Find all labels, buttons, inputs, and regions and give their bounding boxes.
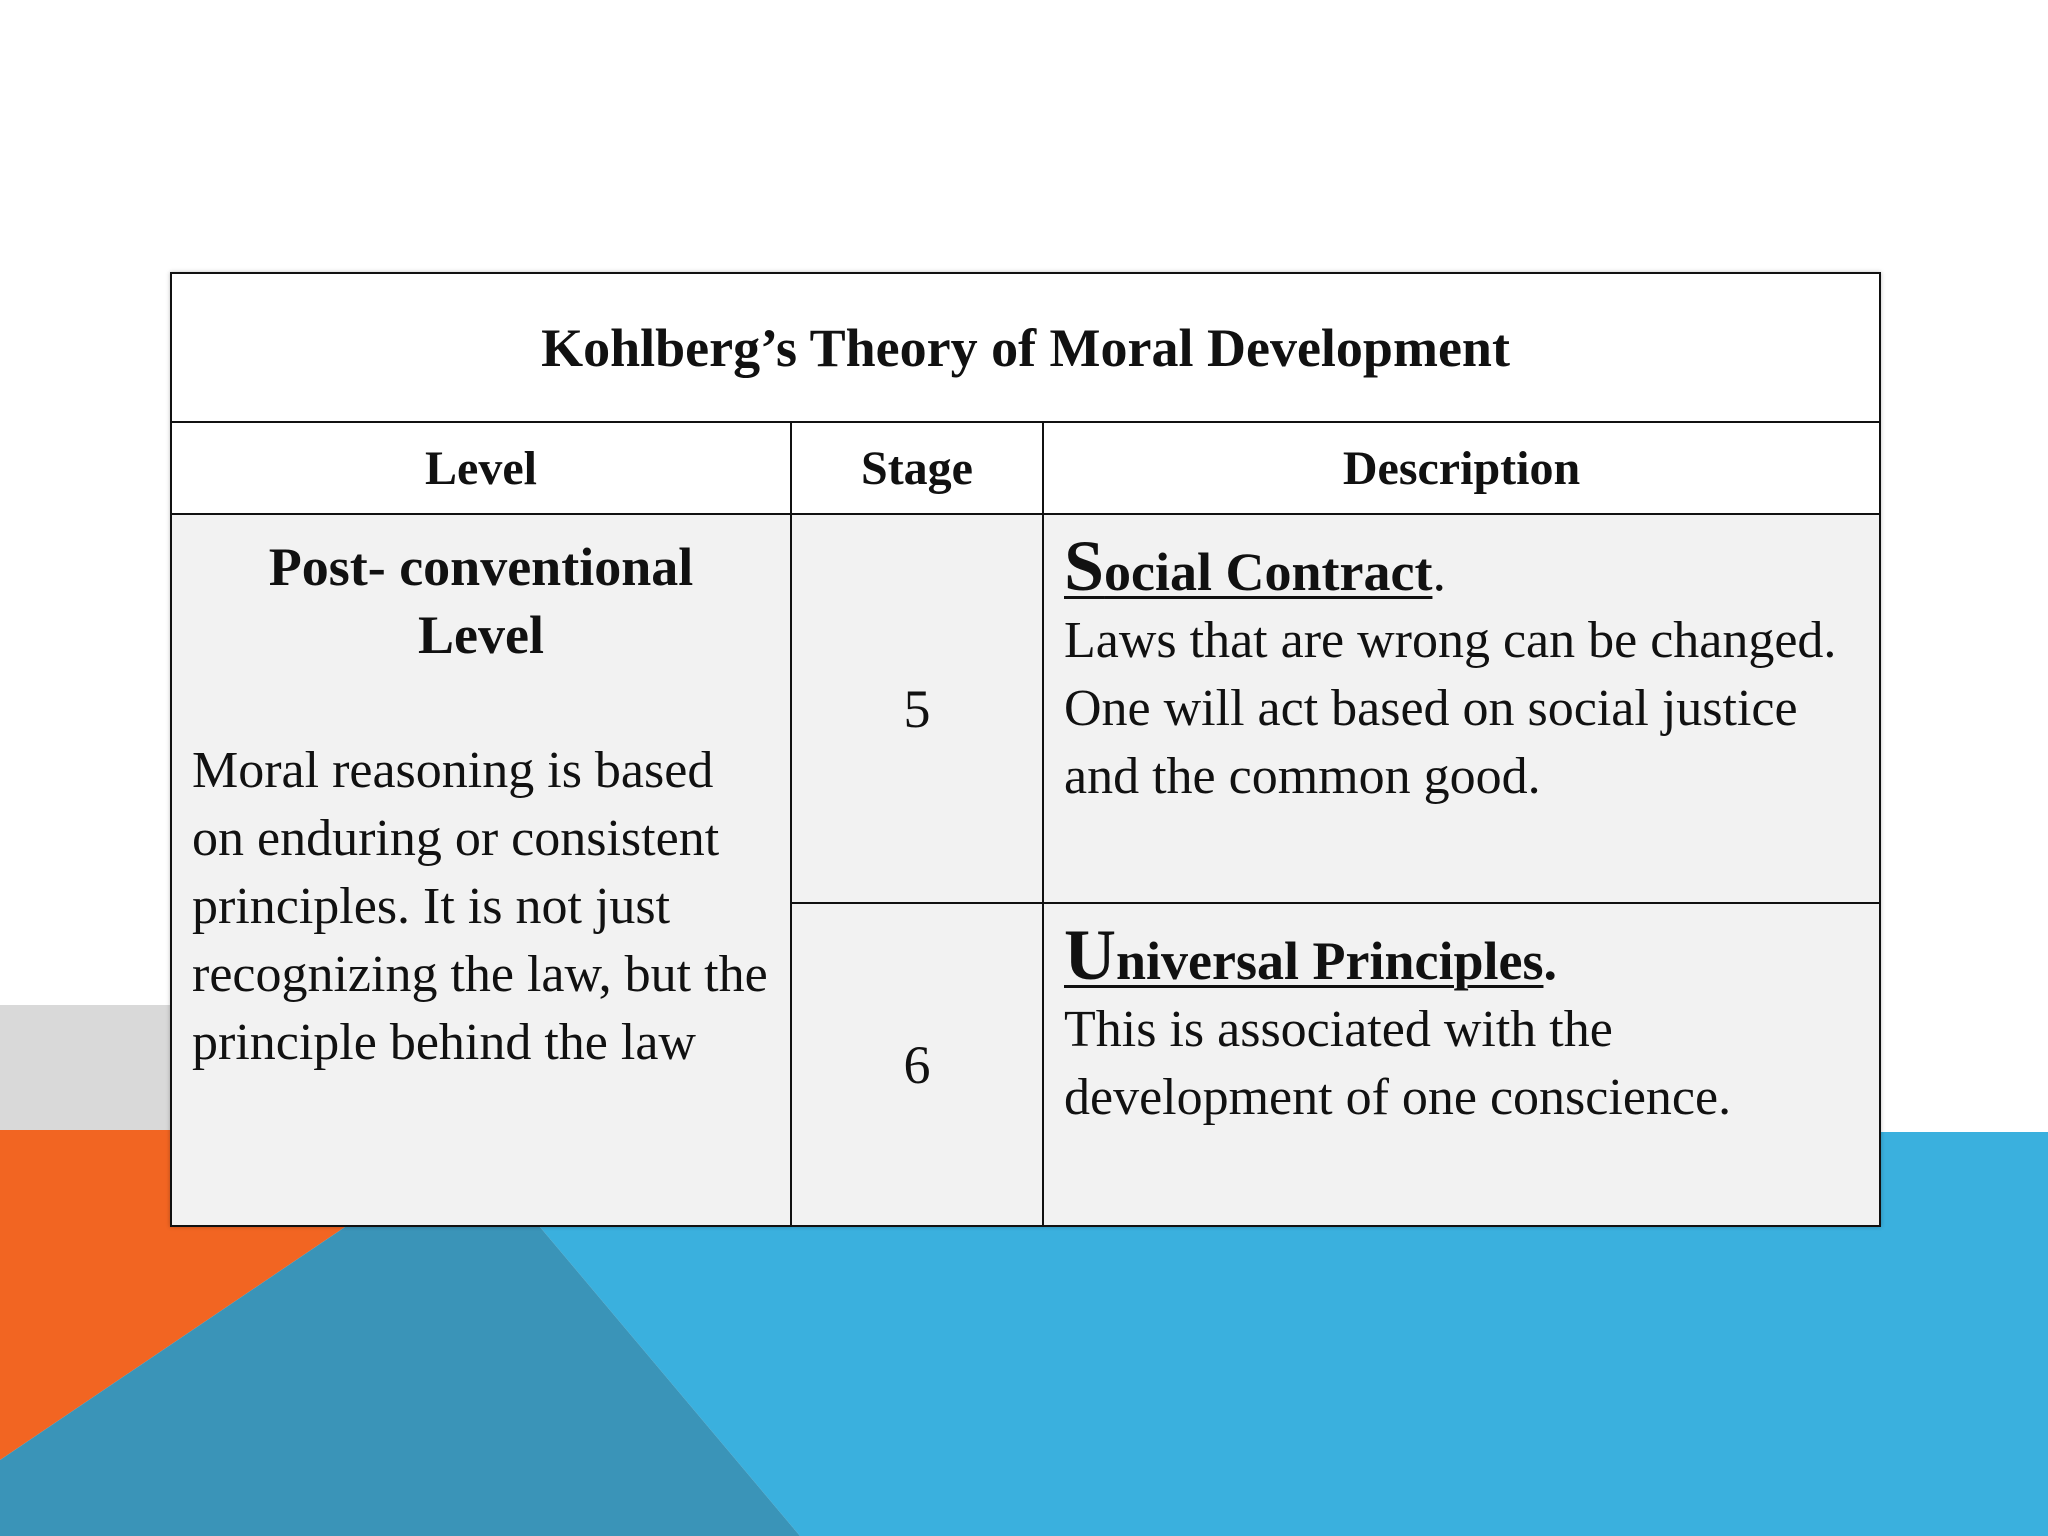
stage-6-cell: 6	[791, 903, 1043, 1226]
stage-6-heading	[1064, 915, 1859, 996]
stage-5-description-cell	[1043, 514, 1880, 903]
stage-5-heading	[1064, 526, 1859, 607]
level-name	[192, 533, 770, 669]
table-title: Kohlberg’s Theory of Moral Development	[171, 273, 1880, 422]
steel-blue-shape	[0, 1227, 800, 1536]
stage-6-description: This is associated with the development of one conscience.	[1064, 1001, 1732, 1126]
stage-6-heading-initial: U	[1064, 915, 1116, 995]
stage-6-heading-name	[1064, 915, 1544, 995]
header-description: Description	[1043, 422, 1880, 514]
level-description: Moral reasoning is based on enduring or consistent principles. It is not just recognizing the law, but the principle behind the law	[192, 742, 768, 1071]
stage-5-heading-name	[1064, 526, 1433, 606]
level-name-line2: Level	[418, 605, 544, 665]
stage-5-cell: 5	[791, 514, 1043, 903]
level-name-line1: Post- conventional	[268, 537, 694, 597]
header-level: Level	[171, 422, 791, 514]
stage-5-heading-rest: ocial Contract	[1104, 542, 1433, 602]
stage-5-description: Laws that are wrong can be changed. One will act based on social justice and the common good.	[1064, 612, 1837, 805]
stage-6-heading-punct: .	[1543, 931, 1557, 991]
stage-6-heading-rest: niversal Principles	[1116, 931, 1544, 991]
header-stage: Stage	[791, 422, 1043, 514]
stage-5-heading-punct: .	[1432, 542, 1446, 602]
moral-development-table	[170, 272, 1881, 1227]
level-cell	[171, 514, 791, 1226]
stage-6-description-cell	[1043, 903, 1880, 1226]
stage-5-heading-initial: S	[1064, 526, 1105, 606]
gray-shadow-band	[0, 1005, 170, 1130]
